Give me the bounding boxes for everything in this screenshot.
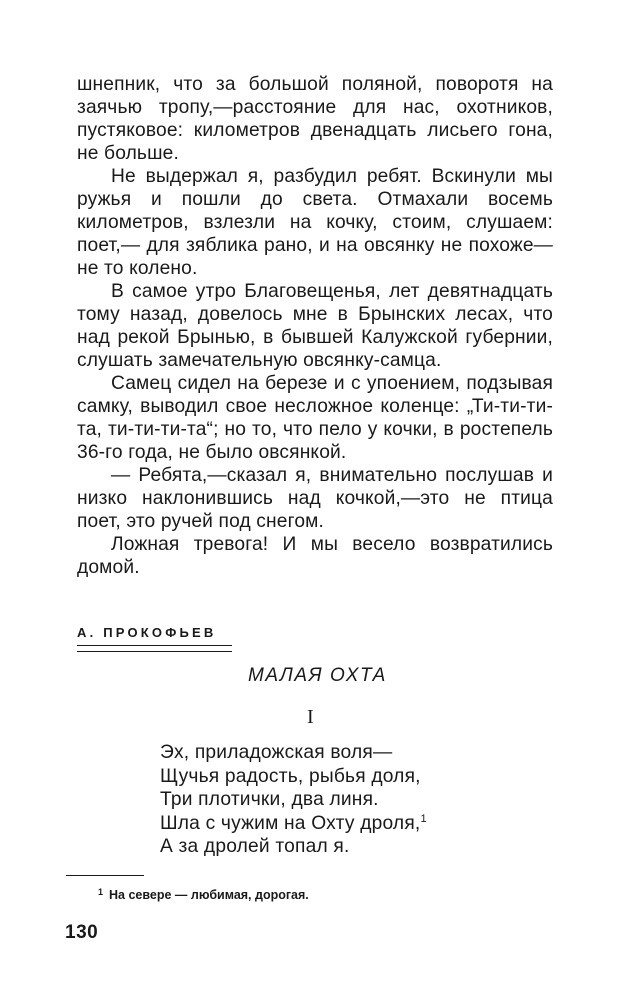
footnote xyxy=(98,887,309,902)
paragraph: В самое утро Благовещенья, лет девятнадцать тому назад, довелось мне в Брынских лесах, что над рекой Брынью, в бывшей Калужской губернии, слушать замечательную овсянку-самца. xyxy=(77,281,553,371)
page-number: 130 xyxy=(65,922,99,943)
footnote-separator xyxy=(66,875,144,876)
poem-line: Три плотички, два линя. xyxy=(160,789,379,810)
poem-line: А за дролей топал я. xyxy=(160,836,350,857)
footnote-reference: 1 xyxy=(420,812,427,825)
poem-line: Эх, приладожская воля— xyxy=(160,742,393,763)
footnote-number: 1 xyxy=(98,887,104,897)
poem-title: МАЛАЯ ОХТА xyxy=(248,665,387,686)
poem-line xyxy=(160,812,427,836)
poem-stanza xyxy=(160,741,427,859)
paragraph-continued: шнепник, что за большой поляной, поворотя на заячью тропу,—расстояние для нас, охотников, пустяковое: километров двенадцать лисьего гона, не больше. xyxy=(77,74,553,164)
author-name: А. ПРОКОФЬЕВ xyxy=(77,625,217,640)
footnote-text: На севере — любимая, дорогая. xyxy=(109,888,309,902)
prose-text xyxy=(77,73,553,579)
poem-section-number: I xyxy=(307,706,314,728)
paragraph: Самец сидел на березе и с упоением, подзывая самку, выводил свое несложное коленце: „Ти-ти-ти-та, ти-ти-ти-та“; но то, что пело у кочки, в ростепель 36-го года, не было овсянкой. xyxy=(77,373,553,463)
paragraph: — Ребята,—сказал я, внимательно послушав и низко наклонившись над кочкой,—это не птица поет, это ручей под снегом. xyxy=(77,465,553,532)
poem-line: Щучья радость, рыбья доля, xyxy=(160,765,421,787)
paragraph: Ложная тревога! И мы весело возвратились домой. xyxy=(77,534,553,578)
poem-line-text: Шла с чужим на Охту дроля, xyxy=(160,812,421,834)
author-double-rule xyxy=(77,645,232,652)
paragraph: Не выдержал я, разбудил ребят. Вскинули мы ружья и пошли до света. Отмахали восемь километров, взлезли на кочку, стоим, слушаем: поет,— для зяблика рано, и на овсянку не похоже—не то колено. xyxy=(77,166,553,279)
author-heading xyxy=(77,626,242,652)
